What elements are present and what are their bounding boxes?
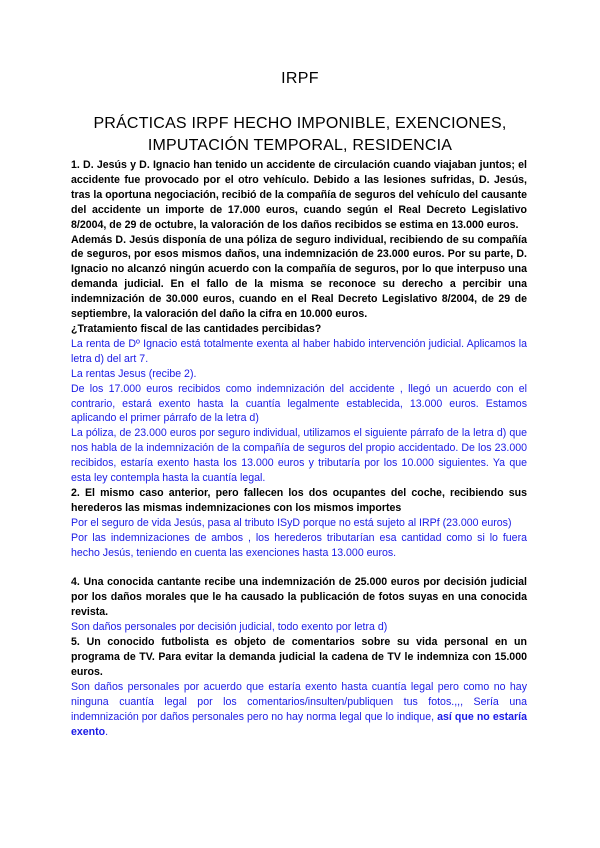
answer-1-insurance-policy: La póliza, de 23.000 euros por seguro individual, utilizamos el siguiente párrafo de la letra d) que nos habla de la indemnización de la compañía de seguros del propio accidentado. De los 23.000 recibidos, estaría exento hasta los 13.000 euros y tributaría por los 10.000 siguientes. Ya que esta ley contempla hasta la cuantía legal. bbox=[71, 427, 527, 485]
answer-1-ignacio: La renta de Dº Ignacio está totalmente exenta al haber habido intervención judicial. Aplicamos la letra d) del art 7. bbox=[71, 337, 527, 365]
answer-4: Son daños personales por decisión judicial, todo exento por letra d) bbox=[71, 621, 388, 634]
spacer bbox=[71, 560, 527, 575]
document-body bbox=[71, 158, 527, 739]
question-1-prompt: ¿Tratamiento fiscal de las cantidades percibidas? bbox=[71, 322, 322, 335]
document-title: IRPF bbox=[281, 70, 319, 87]
answer-2-heirs: Por las indemnizaciones de ambos , los herederos tributarían esa cantidad como si lo fuera hecho Jesús, teniendo en cuenta las exenciones hasta 13.000 euros. bbox=[71, 531, 527, 559]
question-5: 5. Un conocido futbolista es objeto de comentarios sobre su vida personal en un programa de TV. Para evitar la demanda judicial la cadena de TV le indemniza con 15.000 euros. bbox=[71, 636, 527, 678]
answer-5-text: Son daños personales por acuerdo que estaría exento hasta cuantía legal pero como no hay ninguna cuantía legal por los comentarios/insulten/publiquen tus fotos.,,, Sería una indemnización por daños personales pero no hay norma legal que lo indique, bbox=[71, 680, 527, 723]
question-2: 2. El mismo caso anterior, pero fallecen los dos ocupantes del coche, recibiendo sus herederos las mismas indemnizaciones con los mismos importes bbox=[71, 486, 527, 514]
answer-2-life-insurance: Por el seguro de vida Jesús, pasa al tributo ISyD porque no está sujeto al IRPf (23.000 euros) bbox=[71, 516, 512, 529]
answer-5-conclusion: así que no estaría exento bbox=[71, 710, 527, 738]
document-subtitle: PRÁCTICAS IRPF HECHO IMPONIBLE, EXENCIONES, IMPUTACIÓN TEMPORAL, RESIDENCIA bbox=[93, 115, 507, 154]
answer-5 bbox=[71, 680, 527, 740]
answer-5-end: . bbox=[105, 725, 109, 738]
question-1-paragraph-2: Además D. Jesús disponía de una póliza de seguro individual, recibiendo de su compañía de seguros, por esos mismos daños, una indemnización de 23.000 euros. Por su parte, D. Ignacio no alcanzó ningún acuerdo con la compañía de seguros, por lo que interpuso una demanda judicial. En el fallo de la misma se reconoce su derecho a percibir una indemnización de 30.000 euros, cuando en el Real Decreto Legislativo 8/2004, de 29 de septiembre, la valoración del daño la cifra en 10.000 euros. bbox=[71, 233, 527, 321]
question-4: 4. Una conocida cantante recibe una indemnización de 25.000 euros por decisión judicial por los daños morales que le ha causado la publicación de fotos suyas en una conocida revista. bbox=[71, 576, 527, 619]
question-1-paragraph-1: 1. D. Jesús y D. Ignacio han tenido un accidente de circulación cuando viajaban juntos; el accidente fue provocado por el otro vehículo. Debido a las lesiones sufridas, D. Jesús, tras la oportuna negociación, recibió de la compañía de seguros del vehículo del causante del accidente un importe de 17.000 euros, cuando según el Real Decreto Legislativo 8/2004, de 29 de octubre, la valoración de los daños recibidos se estima en 13.000 euros. bbox=[71, 159, 527, 231]
answer-1-accident-compensation: De los 17.000 euros recibidos como indemnización del accidente , llegó un acuerdo con el contrario, estará exento hasta la cuantía legalmente establecida, 13.000 euros. Estamos aplicando el primer párrafo de la letra d) bbox=[71, 382, 527, 425]
answer-1-jesus-intro: La rentas Jesus (recibe 2). bbox=[71, 367, 197, 380]
